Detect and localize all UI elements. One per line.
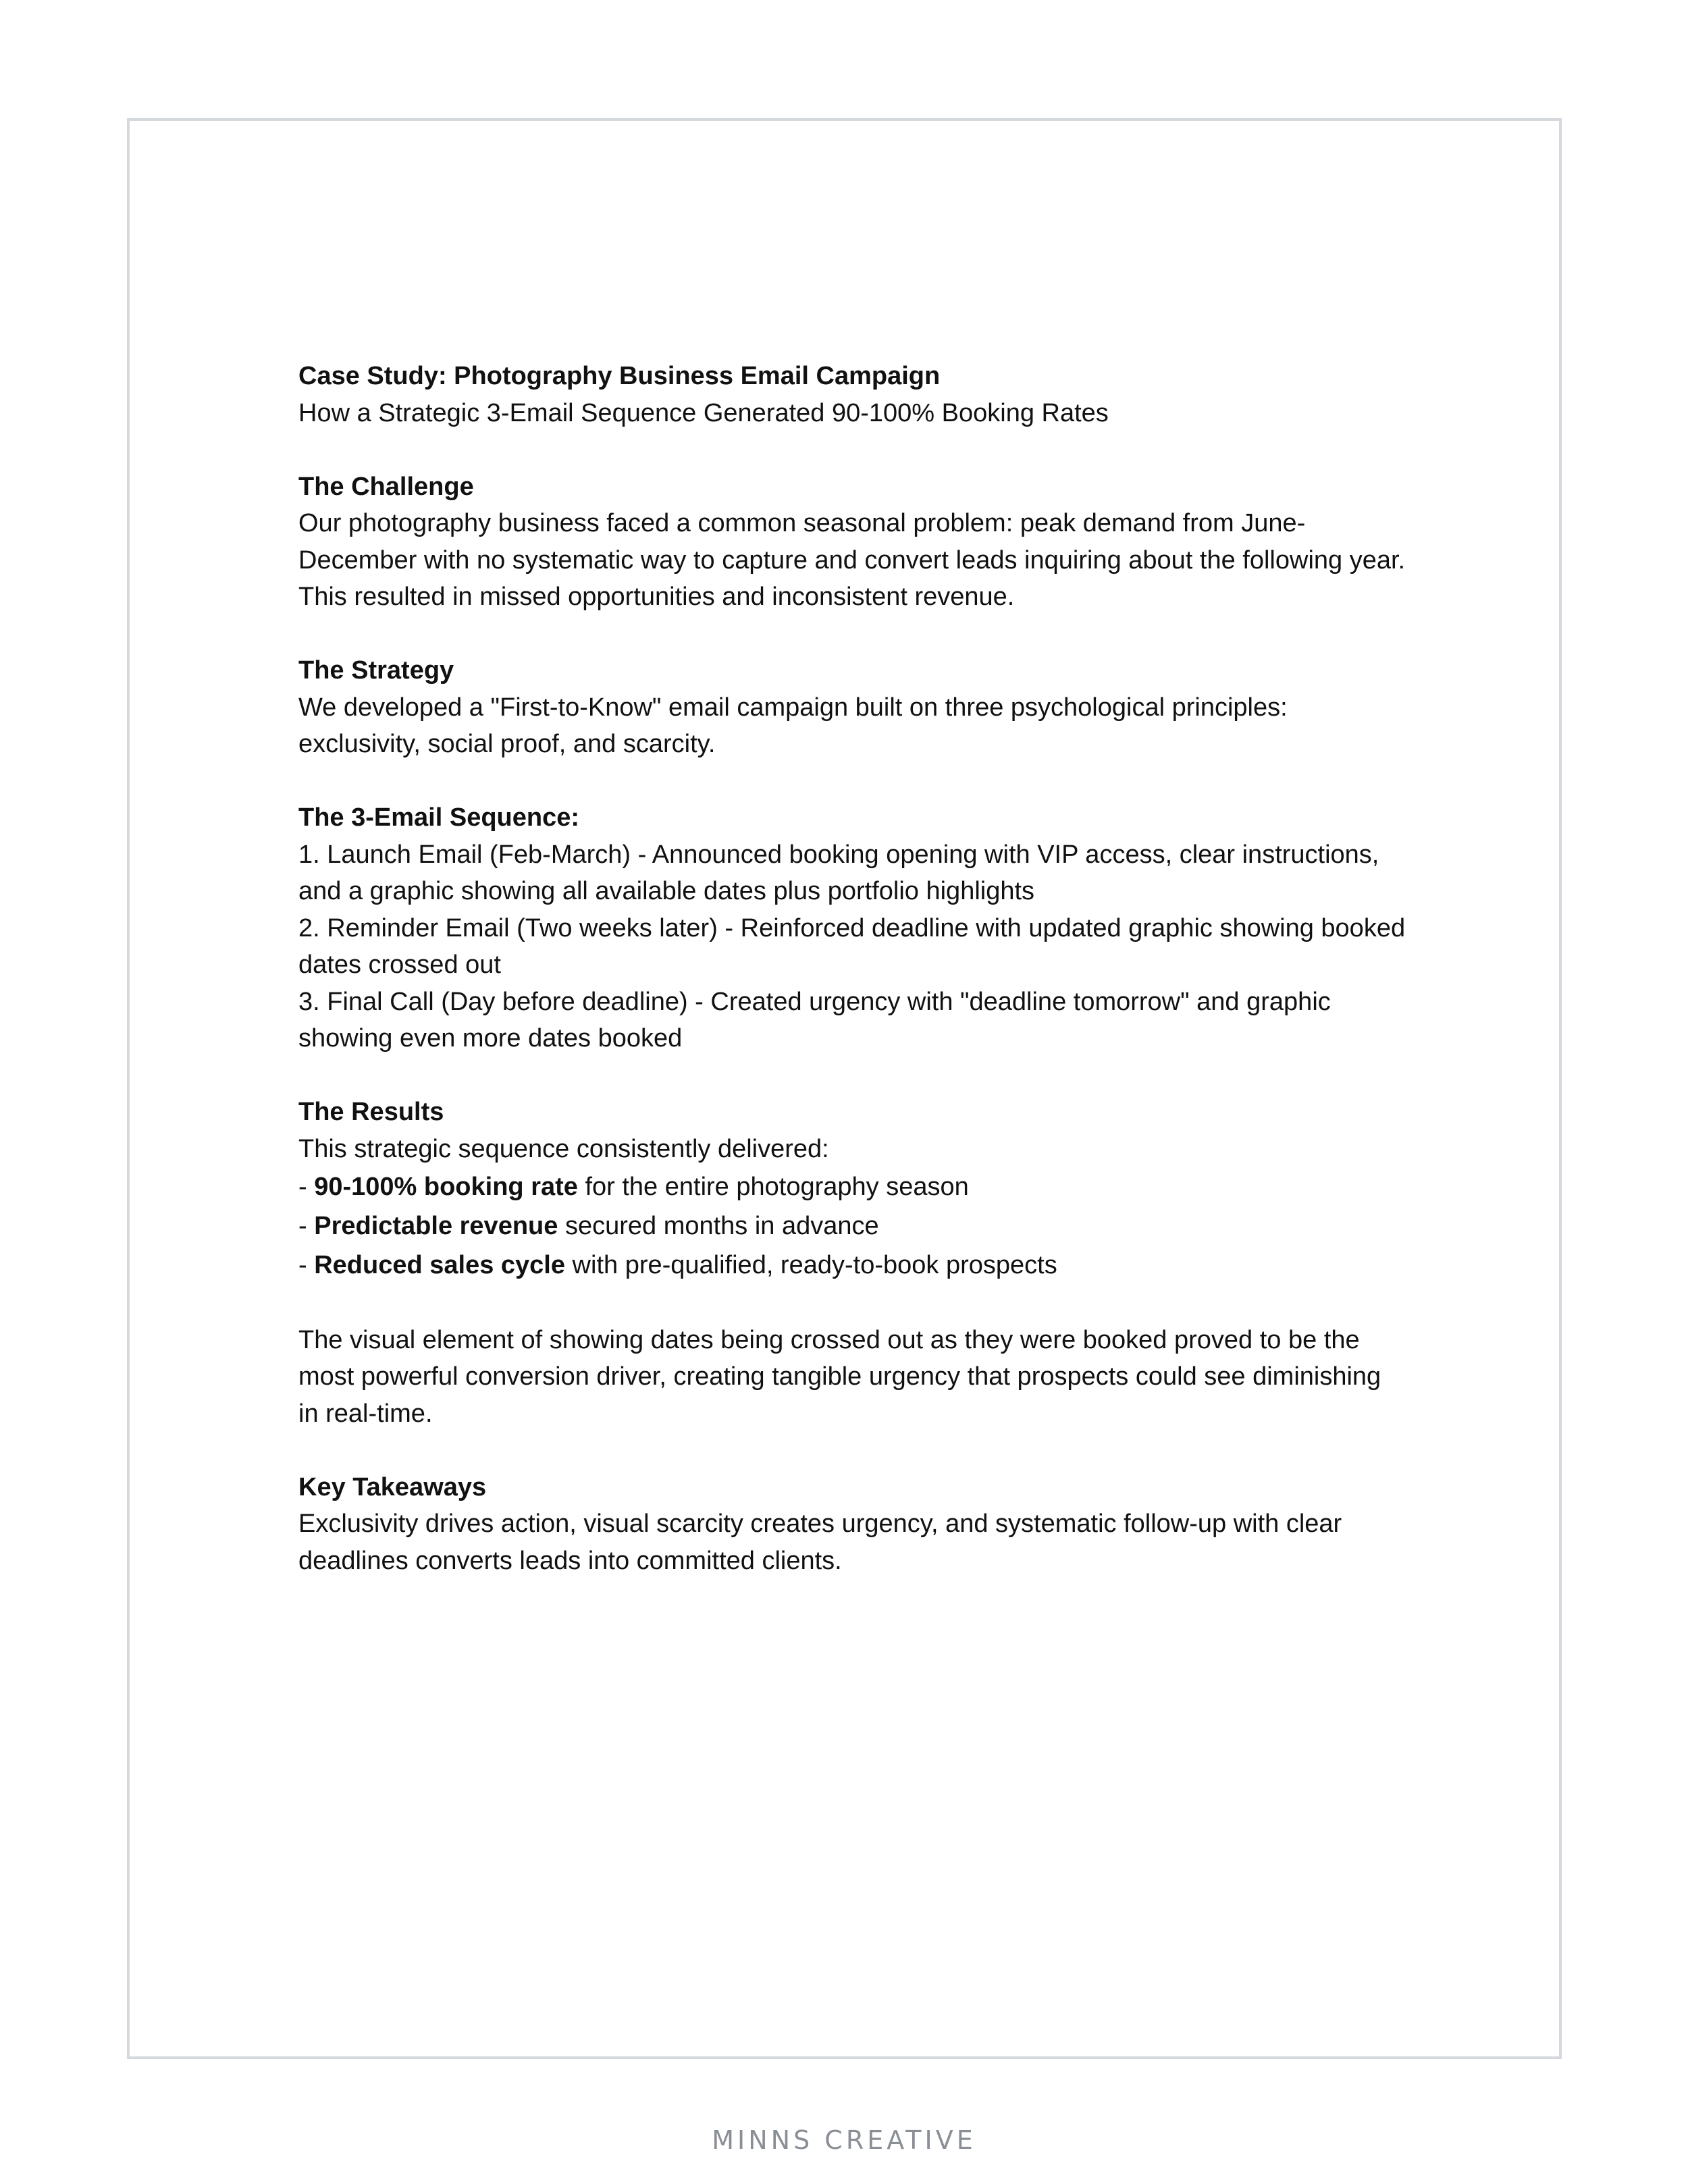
results-intro: This strategic sequence consistently delivered: bbox=[298, 1134, 829, 1163]
sequence-item: 2. Reminder Email (Two weeks later) - Reinforced deadline with updated graphic showing booked dates crossed out bbox=[298, 913, 1406, 979]
bullet-bold: Predictable revenue bbox=[314, 1212, 558, 1240]
document-body bbox=[298, 358, 1406, 1579]
takeaways-body: Exclusivity drives action, visual scarcity creates urgency, and systematic follow-up with clear deadlines converts leads into committed clients. bbox=[298, 1510, 1342, 1575]
sequence-item: 1. Launch Email (Feb-March) - Announced booking opening with VIP access, clear instructions, and a graphic showing all available dates plus portfolio highlights bbox=[298, 840, 1379, 905]
strategy-body: We developed a "First-to-Know" email campaign built on three psychological principles: exclusivity, social proof, and scarcity. bbox=[298, 693, 1288, 758]
sequence-item: 3. Final Call (Day before deadline) - Created urgency with "deadline tomorrow" and graphic showing even more dates booked bbox=[298, 987, 1331, 1053]
bullet-bold: 90-100% booking rate bbox=[314, 1173, 578, 1201]
bullet-rest: for the entire photography season bbox=[577, 1173, 969, 1201]
results-heading: The Results bbox=[298, 1098, 444, 1126]
challenge-heading: The Challenge bbox=[298, 472, 474, 501]
bullet-prefix: - bbox=[298, 1173, 315, 1201]
results-bullet bbox=[298, 1206, 1406, 1246]
document-subtitle: How a Strategic 3-Email Sequence Generated 90-100% Booking Rates bbox=[298, 398, 1109, 427]
results-bullet bbox=[298, 1246, 1406, 1285]
results-bullet bbox=[298, 1167, 1406, 1206]
footer-brand: MINNS CREATIVE bbox=[712, 2125, 976, 2155]
results-conclusion: The visual element of showing dates being crossed out as they were booked proved to be the most powerful conversion driver, creating tangible urgency that prospects could see diminishing in real-time. bbox=[298, 1325, 1381, 1428]
sequence-heading: The 3-Email Sequence: bbox=[298, 803, 580, 832]
bullet-bold: Reduced sales cycle bbox=[314, 1251, 565, 1279]
challenge-body: Our photography business faced a common seasonal problem: peak demand from June-December with no systematic way to capture and convert leads inquiring about the following year. This resulted in missed opportunities and inconsistent revenue. bbox=[298, 509, 1406, 611]
bullet-rest: secured months in advance bbox=[558, 1212, 879, 1240]
bullet-rest: with pre-qualified, ready-to-book prospects bbox=[565, 1251, 1057, 1279]
bullet-prefix: - bbox=[298, 1212, 315, 1240]
bullet-prefix: - bbox=[298, 1251, 315, 1279]
takeaways-heading: Key Takeaways bbox=[298, 1472, 487, 1501]
document-title: Case Study: Photography Business Email Campaign bbox=[298, 362, 941, 390]
strategy-heading: The Strategy bbox=[298, 656, 454, 685]
